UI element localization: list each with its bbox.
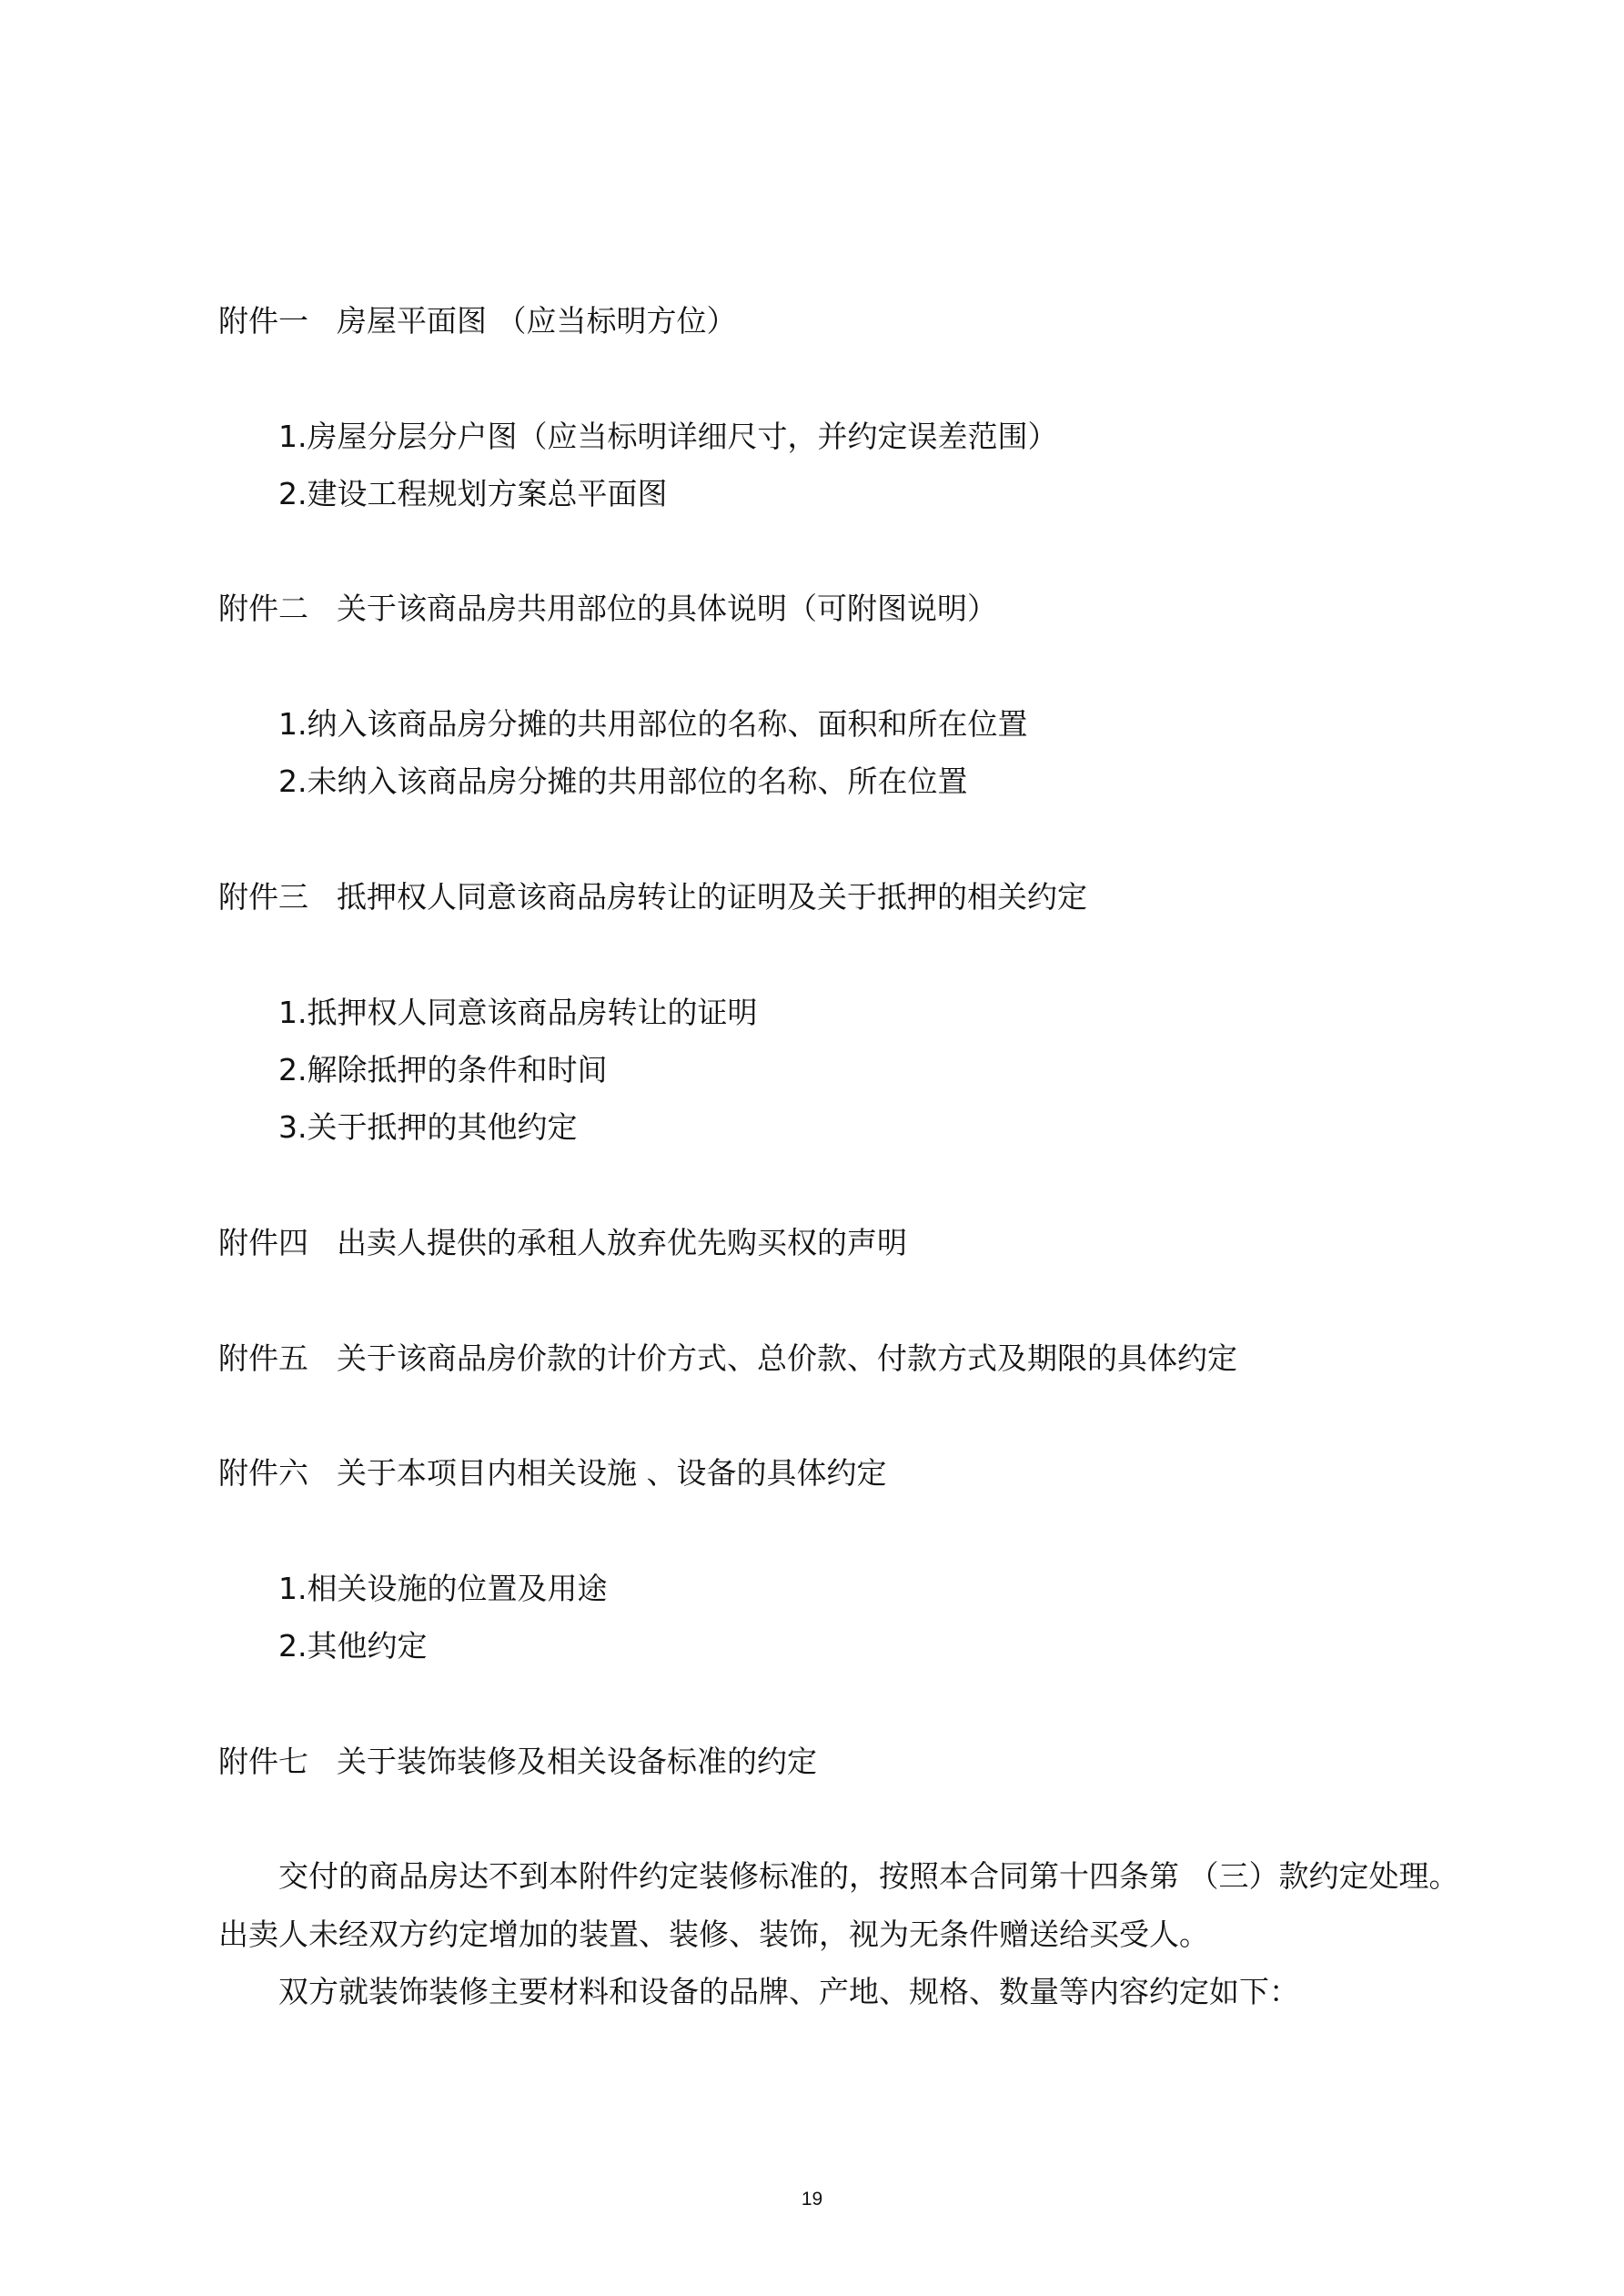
attachment-3-item-1: 1.抵押权人同意该商品房转让的证明 xyxy=(278,995,758,1030)
attachment-2-heading xyxy=(218,591,997,627)
attachment-2-item-2: 2.未纳入该商品房分摊的共用部位的名称、所在位置 xyxy=(278,764,968,799)
attachment-7-title: 关于装饰装修及相关设备标准的约定 xyxy=(337,1744,817,1779)
attachment-4-heading xyxy=(218,1225,907,1261)
attachment-6-title: 关于本项目内相关设施 、设备的具体约定 xyxy=(337,1455,887,1491)
attachment-1-title: 房屋平面图 （应当标明方位） xyxy=(337,303,737,339)
attachment-6-item-2: 2.其他约定 xyxy=(278,1628,428,1664)
attachment-2-item-1: 1.纳入该商品房分摊的共用部位的名称、面积和所在位置 xyxy=(278,706,1028,742)
attachment-6-label: 附件六 xyxy=(218,1455,308,1491)
attachment-2-label: 附件二 xyxy=(218,591,308,626)
attachment-1-item-1: 1.房屋分层分户图（应当标明详细尺寸，并约定误差范围） xyxy=(278,419,1058,454)
paragraph-2: 双方就装饰装修主要材料和设备的品牌、产地、规格、数量等内容约定如下： xyxy=(278,1974,1299,2009)
attachment-6-item-1: 1.相关设施的位置及用途 xyxy=(278,1571,608,1606)
attachment-6-heading xyxy=(218,1455,887,1492)
attachment-5-title: 关于该商品房价款的计价方式、总价款、付款方式及期限的具体约定 xyxy=(337,1340,1237,1376)
attachment-7-label: 附件七 xyxy=(218,1744,308,1779)
paragraph-1-line-2: 出卖人未经双方约定增加的装置、装修、装饰，视为无条件赠送给买受人。 xyxy=(218,1917,1209,1952)
page-number: 19 xyxy=(801,2189,823,2210)
attachment-3-label: 附件三 xyxy=(218,879,308,915)
attachment-3-item-3: 3.关于抵押的其他约定 xyxy=(278,1109,578,1145)
attachment-4-label: 附件四 xyxy=(218,1225,308,1260)
attachment-5-label: 附件五 xyxy=(218,1340,308,1376)
attachment-4-title: 出卖人提供的承租人放弃优先购买权的声明 xyxy=(337,1225,907,1260)
paragraph-1-line-1: 交付的商品房达不到本附件约定装修标准的，按照本合同第十四条第 （三）款约定处理。 xyxy=(278,1858,1459,1894)
attachment-7-heading xyxy=(218,1744,817,1780)
attachment-5-heading xyxy=(218,1340,1237,1377)
attachment-3-heading xyxy=(218,879,1087,915)
attachment-3-title: 抵押权人同意该商品房转让的证明及关于抵押的相关约定 xyxy=(337,879,1087,915)
attachment-3-item-2: 2.解除抵押的条件和时间 xyxy=(278,1052,608,1087)
attachment-2-title: 关于该商品房共用部位的具体说明（可附图说明） xyxy=(337,591,997,626)
attachment-1-heading xyxy=(218,303,737,339)
attachment-1-item-2: 2.建设工程规划方案总平面图 xyxy=(278,476,668,511)
attachment-1-label: 附件一 xyxy=(218,303,308,339)
